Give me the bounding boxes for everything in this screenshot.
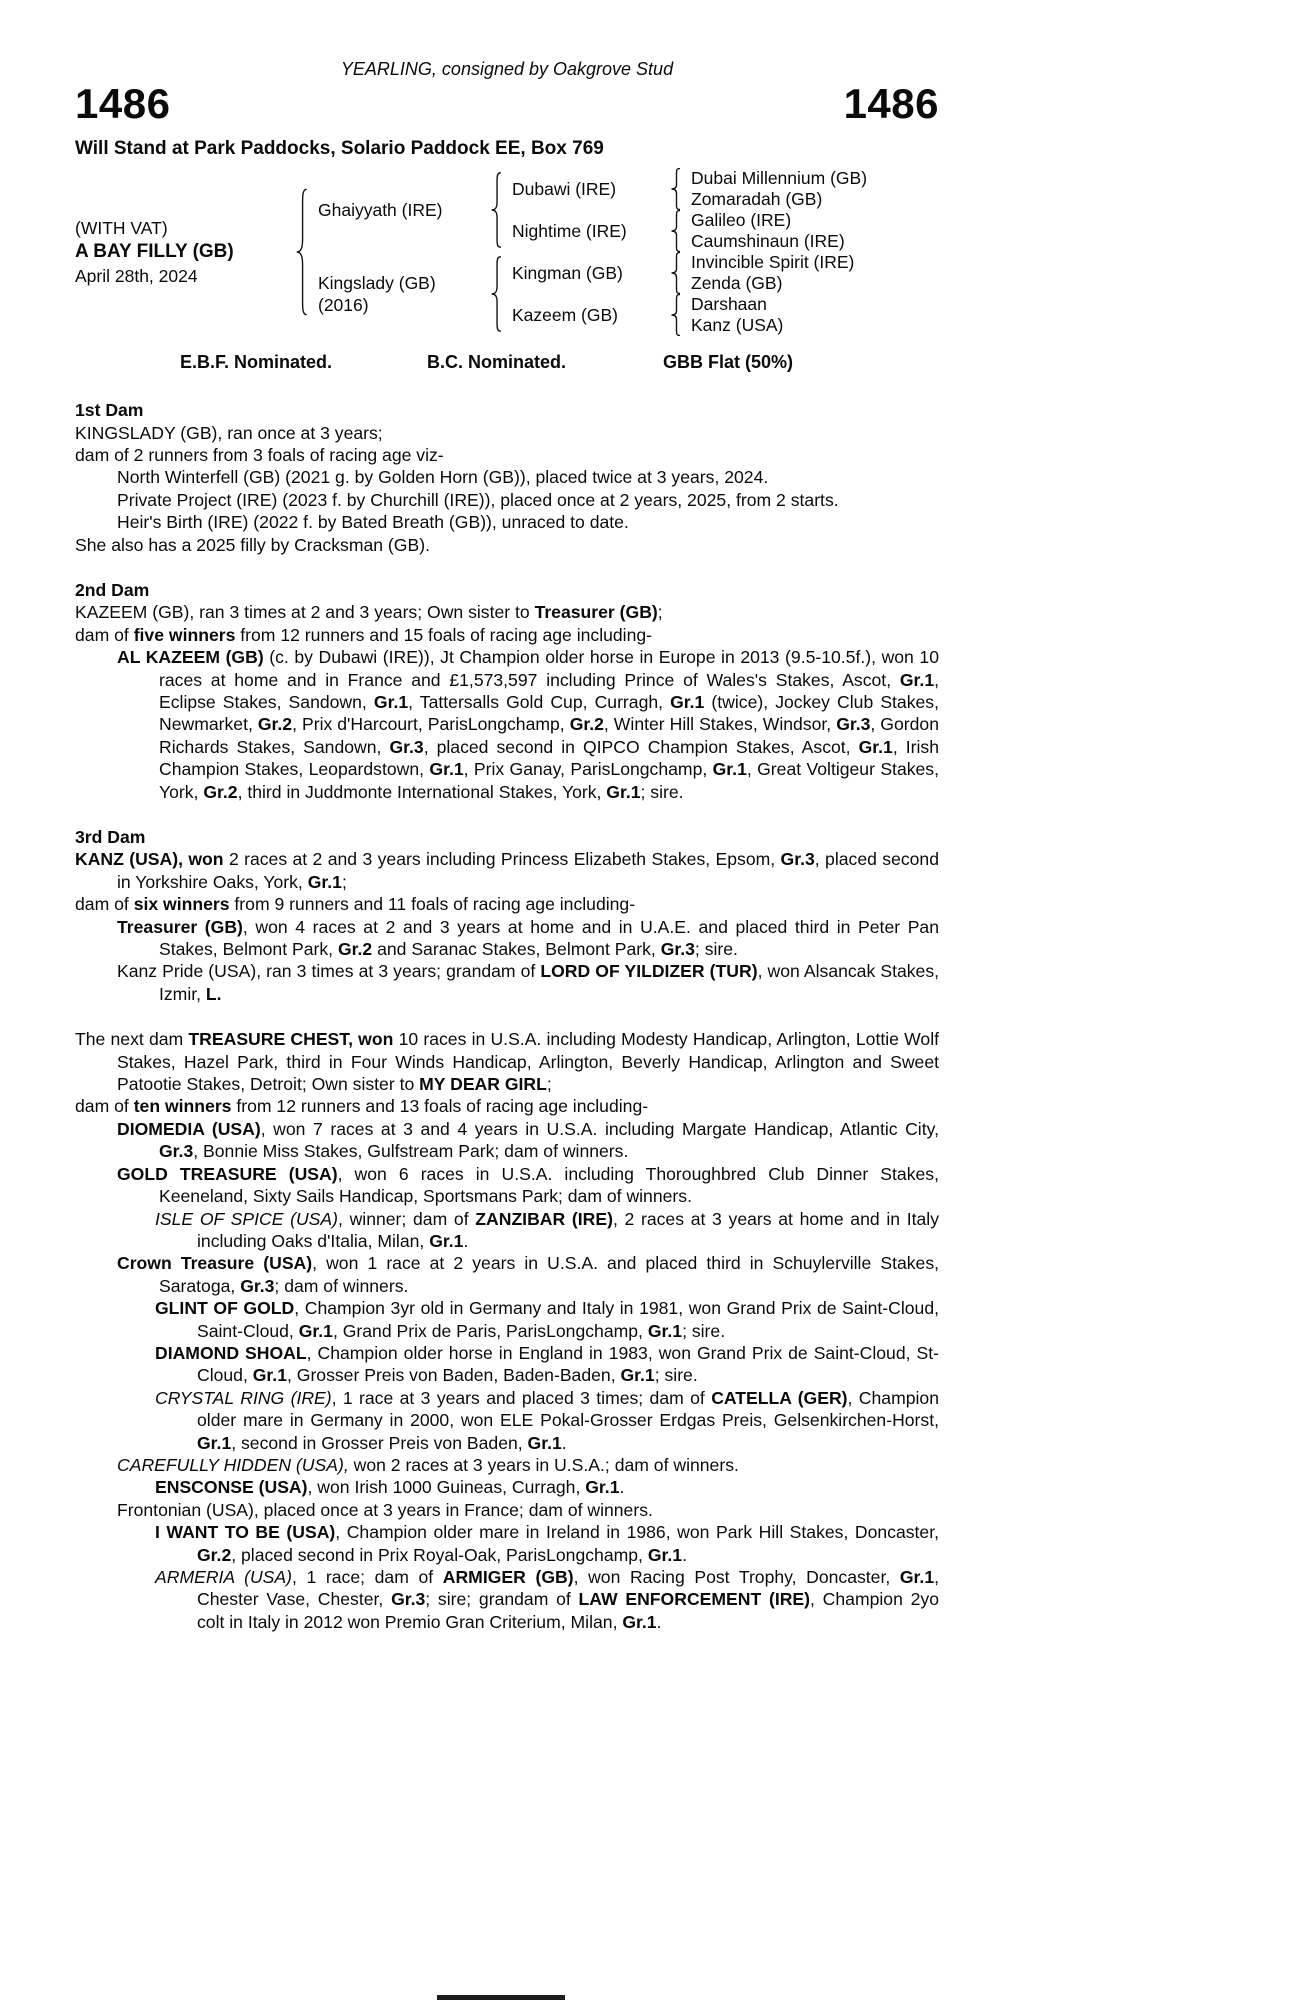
pedigree-paragraph: KAZEEM (GB), ran 3 times at 2 and 3 years; Own sister to Treasurer (GB); xyxy=(75,602,663,623)
sire-dam-brace xyxy=(670,210,682,252)
pedigree-main-brace xyxy=(295,188,309,316)
pedigree-paragraph: Treasurer (GB), won 4 races at 2 and 3 years at home and in U.A.E. and placed third in Peter Pan Stakes, Belmont Park, Gr.2 and Saranac Stakes, Belmont Park, Gr.3; sire. xyxy=(117,916,939,960)
pedigree-paragraph: ENSCONSE (USA), won Irish 1000 Guineas, Curragh, Gr.1. xyxy=(155,1477,625,1498)
dam-dam-sire-name: Darshaan xyxy=(691,294,767,315)
sire-sire-dam-name: Zomaradah (GB) xyxy=(691,189,823,210)
pedigree-paragraph: North Winterfell (GB) (2021 g. by Golden Horn (GB)), placed twice at 3 years, 2024. xyxy=(117,467,769,488)
pedigree-paragraph: dam of 2 runners from 3 foals of racing age viz- xyxy=(75,444,444,465)
pedigree-paragraph: Heir's Birth (IRE) (2022 f. by Bated Breath (GB)), unraced to date. xyxy=(117,512,629,533)
sire-sire-sire-name: Dubai Millennium (GB) xyxy=(691,168,868,189)
pedigree-paragraph: Kanz Pride (USA), ran 3 times at 3 years; grandam of LORD OF YILDIZER (TUR), won Alsancak Stakes, Izmir, L. xyxy=(117,961,940,1004)
dam-dam-dam-name: Kanz (USA) xyxy=(691,315,784,336)
dam-name-block xyxy=(318,272,490,316)
pedigree-paragraph: GOLD TREASURE (USA), won 6 races in U.S.A. including Thoroughbred Club Dinner Stakes, Keeneland, Sixty Sails Handicap, Sportsmans Park; dam of winners. xyxy=(117,1163,939,1207)
lot-number-right: 1486 xyxy=(843,80,939,127)
pedigree-paragraph: I WANT TO BE (USA), Champion older mare in Ireland in 1986, won Park Hill Stakes, Doncaster, Gr.2, placed second in Prix Royal-Oak, ParisLongchamp, Gr.1. xyxy=(155,1522,939,1565)
sire-dam-name: Nightime (IRE) xyxy=(512,220,627,241)
dam-year: (2016) xyxy=(318,295,369,316)
sire-branch xyxy=(318,168,867,252)
dam-branch xyxy=(318,252,867,336)
subject-horse-block xyxy=(75,217,295,287)
pedigree-paragraph: AL KAZEEM (GB) (c. by Dubawi (IRE)), Jt Champion older horse in Europe in 2013 (9.5-10.5f.), won 10 races at home and in France and £1,573,597 including Prince of Wales's Stakes, Ascot, Gr.1, Eclipse Stakes, Sandown, Gr.1, Tattersalls Gold Cup, Curragh, Gr.1 (twice), Jockey Club Stakes, Newmarket, Gr.2, Prix d'Harcourt, ParisLongchamp, Gr.2, Winter Hill Stakes, Windsor, Gr.3, Gordon Richards Stakes, Sandown, Gr.3, placed second in QIPCO Champion Stakes, Ascot, Gr.1, Irish Champion Stakes, Leopardstown, Gr.1, Prix Ganay, ParisLongchamp, Gr.1, Great Voltigeur Stakes, York, Gr.2, third in Juddmonte International Stakes, York, Gr.1; sire. xyxy=(117,647,940,802)
dam-dam-name: Kazeem (GB) xyxy=(512,304,618,325)
gbb-flat-label: GBB Flat (50%) xyxy=(663,352,794,373)
nominations-row xyxy=(75,352,939,376)
sire-sire-brace xyxy=(670,168,682,210)
pedigree-paragraph: dam of ten winners from 12 runners and 13 foals of racing age including- xyxy=(75,1096,649,1117)
dam-sire-sire-name: Invincible Spirit (IRE) xyxy=(691,252,855,273)
pedigree-paragraph: The next dam TREASURE CHEST, won 10 races in U.S.A. including Modesty Handicap, Arlington, Lottie Wolf Stakes, Hazel Park, third in Four Winds Handicap, Arlington, Beverly Handicap, Arlington and Sweet Patootie Stakes, Detroit; Own sister to MY DEAR GIRL; xyxy=(75,1029,939,1095)
dam-sire-brace xyxy=(670,252,682,294)
sire-dam-branch xyxy=(512,210,867,252)
stand-location-line: Will Stand at Park Paddocks, Solario Paddock EE, Box 769 xyxy=(75,138,604,160)
dam-sire-dam-name: Zenda (GB) xyxy=(691,273,783,294)
dam-section xyxy=(75,579,939,803)
catalogue-sections xyxy=(75,399,939,1633)
pedigree-paragraph: Frontonian (USA), placed once at 3 years in France; dam of winners. xyxy=(117,1499,653,1520)
sire-dam-dam-name: Caumshinaun (IRE) xyxy=(691,231,845,252)
pedigree-paragraph: dam of five winners from 12 runners and 15 foals of racing age including- xyxy=(75,624,653,645)
dam-brace xyxy=(490,256,503,332)
lot-number-left: 1486 xyxy=(75,80,171,127)
consignor-line: YEARLING, consigned by Oakgrove Stud xyxy=(340,59,674,79)
pedigree-paragraph: ISLE OF SPICE (USA), winner; dam of ZANZIBAR (IRE), 2 races at 3 years at home and in Italy including Oaks d'Italia, Milan, Gr.1. xyxy=(155,1208,939,1251)
foal-date: April 28th, 2024 xyxy=(75,266,198,287)
page-content xyxy=(75,0,939,1633)
dam-section xyxy=(75,826,939,1005)
dam-name: Kingslady (GB) xyxy=(318,273,436,294)
vat-note: (WITH VAT) xyxy=(75,218,168,239)
bc-nominated-label: B.C. Nominated. xyxy=(427,352,567,373)
pedigree-paragraph: DIOMEDIA (USA), won 7 races at 3 and 4 years in U.S.A. including Margate Handicap, Atlantic City, Gr.3, Bonnie Miss Stakes, Gulfstream Park; dam of winners. xyxy=(117,1118,939,1162)
pedigree-paragraph: CRYSTAL RING (IRE), 1 race at 3 years and placed 3 times; dam of CATELLA (GER), Champion older mare in Germany in 2000, won ELE Pokal-Grosser Erdgas Preis, Gelsenkirchen-Horst, Gr.1, second in Grosser Preis von Baden, Gr.1. xyxy=(155,1387,939,1453)
sire-sire-name: Dubawi (IRE) xyxy=(512,178,617,199)
pedigree-paragraph: Private Project (IRE) (2023 f. by Churchill (IRE)), placed once at 2 years, 2025, from 2 starts. xyxy=(117,489,839,510)
pedigree-paragraph: DIAMOND SHOAL, Champion older horse in England in 1983, won Grand Prix de Saint-Cloud, St-Cloud, Gr.1, Grosser Preis von Baden, Baden-Baden, Gr.1; sire. xyxy=(155,1342,939,1386)
dam-section xyxy=(75,1028,939,1633)
pedigree-paragraph: ARMERIA (USA), 1 race; dam of ARMIGER (GB), won Racing Post Trophy, Doncaster, Gr.1, Chester Vase, Chester, Gr.3; sire; grandam of LAW ENFORCEMENT (IRE), Champion 2yo colt in Italy in 2012 won Premio Gran Criterium, Milan, Gr.1. xyxy=(155,1567,939,1632)
pedigree-paragraph: KANZ (USA), won 2 races at 2 and 3 years including Princess Elizabeth Stakes, Epsom, Gr.3, placed second in Yorkshire Oaks, York, Gr.1; xyxy=(75,849,940,892)
pedigree-paragraph: KINGSLADY (GB), ran once at 3 years; xyxy=(75,422,383,443)
dam-section-heading: 1st Dam xyxy=(75,400,144,421)
pedigree-paragraph: dam of six winners from 9 runners and 11 foals of racing age including- xyxy=(75,894,636,915)
dam-section-heading: 2nd Dam xyxy=(75,579,150,600)
ebf-nominated-label: E.B.F. Nominated. xyxy=(180,352,333,373)
pedigree-paragraph: CAREFULLY HIDDEN (USA), won 2 races at 3 years in U.S.A.; dam of winners. xyxy=(117,1454,739,1475)
dam-dam-brace xyxy=(670,294,682,336)
dam-section-heading: 3rd Dam xyxy=(75,827,146,847)
pedigree-table xyxy=(75,168,939,336)
subject-horse-name: A BAY FILLY (GB) xyxy=(75,241,234,263)
page-bottom-artifact xyxy=(437,1995,565,2000)
dam-sire-name: Kingman (GB) xyxy=(512,262,623,283)
pedigree-paragraph: GLINT OF GOLD, Champion 3yr old in Germany and Italy in 1981, won Grand Prix de Saint-Cloud, Saint-Cloud, Gr.1, Grand Prix de Paris, ParisLongchamp, Gr.1; sire. xyxy=(155,1298,939,1341)
sire-brace xyxy=(490,172,503,248)
dam-dam-branch xyxy=(512,294,854,336)
dam-section xyxy=(75,399,939,556)
sire-dam-sire-name: Galileo (IRE) xyxy=(691,210,792,231)
lot-number-row xyxy=(75,82,939,126)
pedigree-paragraph: She also has a 2025 filly by Cracksman (GB). xyxy=(75,534,430,555)
sire-sire-branch xyxy=(512,168,867,210)
pedigree-paragraph: Crown Treasure (USA), won 1 race at 2 years in U.S.A. and placed third in Schuylerville Stakes, Saratoga, Gr.3; dam of winners. xyxy=(117,1253,940,1296)
sire-name: Ghaiyyath (IRE) xyxy=(318,200,443,221)
dam-sire-branch xyxy=(512,252,854,294)
